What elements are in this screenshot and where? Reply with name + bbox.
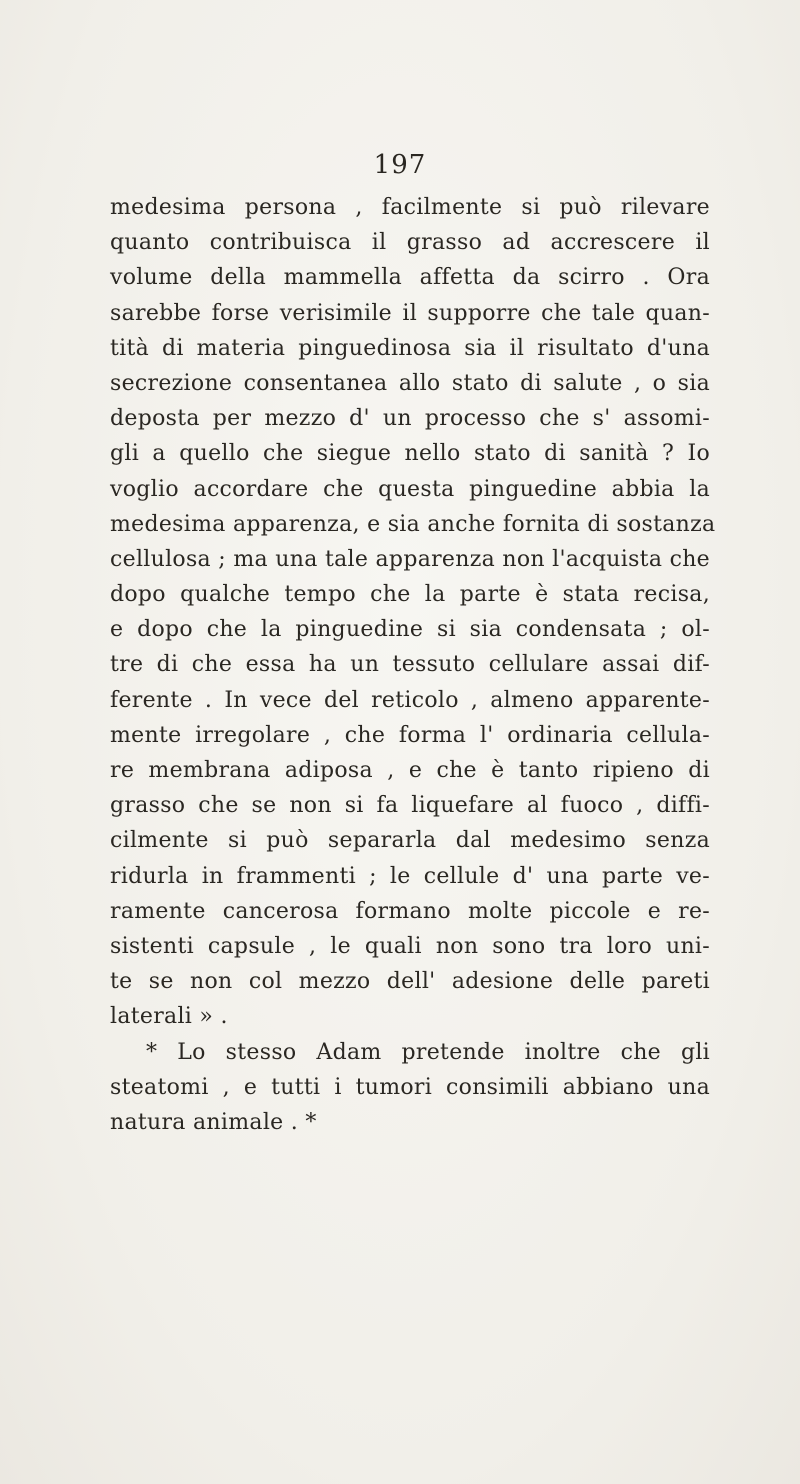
text-line: voglio accordare che questa pinguedine abbia la (110, 476, 710, 502)
text-line: laterali » . (110, 1004, 228, 1030)
text-line: deposta per mezzo d' un processo che s' assomi- (110, 406, 710, 432)
text-line: sistenti capsule , le quali non sono tra loro uni- (110, 933, 710, 959)
text-line: medesima persona , facilmente si può rilevare (110, 195, 710, 220)
text-line: dopo qualche tempo che la parte è stata recisa, (110, 582, 710, 608)
text-line: secrezione consentanea allo stato di salute , o sia (110, 370, 710, 396)
text-line: medesima apparenza, e sia anche fornita di sostanza (110, 511, 716, 537)
text-line: sarebbe forse verisimile il supporre che tale quan- (110, 300, 710, 326)
text-line: steatomi , e tutti i tumori consimili abbiano una (110, 1074, 710, 1100)
text-line: grasso che se non si fa liquefare al fuoco , diffi- (110, 793, 710, 819)
text-line: te se non col mezzo dell' adesione delle pareti (110, 969, 710, 995)
text-line: volume della mammella affetta da scirro . Ora (110, 265, 710, 291)
text-line: ferente . In vece del reticolo , almeno apparente- (110, 687, 710, 713)
text-line: cilmente si può separarla dal medesimo senza (110, 828, 710, 854)
text-line: * Lo stesso Adam pretende inoltre che gli (146, 1039, 710, 1065)
text-line: gli a quello che siegue nello stato di sanità ? Io (110, 441, 710, 467)
text-line: quanto contribuisca il grasso ad accrescere il (110, 230, 710, 256)
text-line: tre di che essa ha un tessuto cellulare assai dif- (110, 652, 710, 678)
page-number: 197 (373, 150, 427, 180)
text-line: tità di materia pinguedinosa sia il risultato d'una (110, 335, 710, 361)
text-line: re membrana adiposa , e che è tanto ripieno di (110, 758, 710, 783)
body-text (110, 190, 716, 1140)
text-line: mente irregolare , che forma l' ordinaria cellula- (110, 722, 710, 748)
text-line: ridurla in frammenti ; le cellule d' una parte ve- (110, 863, 710, 889)
text-line: cellulosa ; ma una tale apparenza non l'acquista che (110, 546, 710, 572)
text-line: ramente cancerosa formano molte piccole e re- (110, 898, 710, 924)
text-line: natura animale . * (110, 1109, 317, 1135)
text-line: e dopo che la pinguedine si sia condensata ; ol- (110, 617, 710, 643)
